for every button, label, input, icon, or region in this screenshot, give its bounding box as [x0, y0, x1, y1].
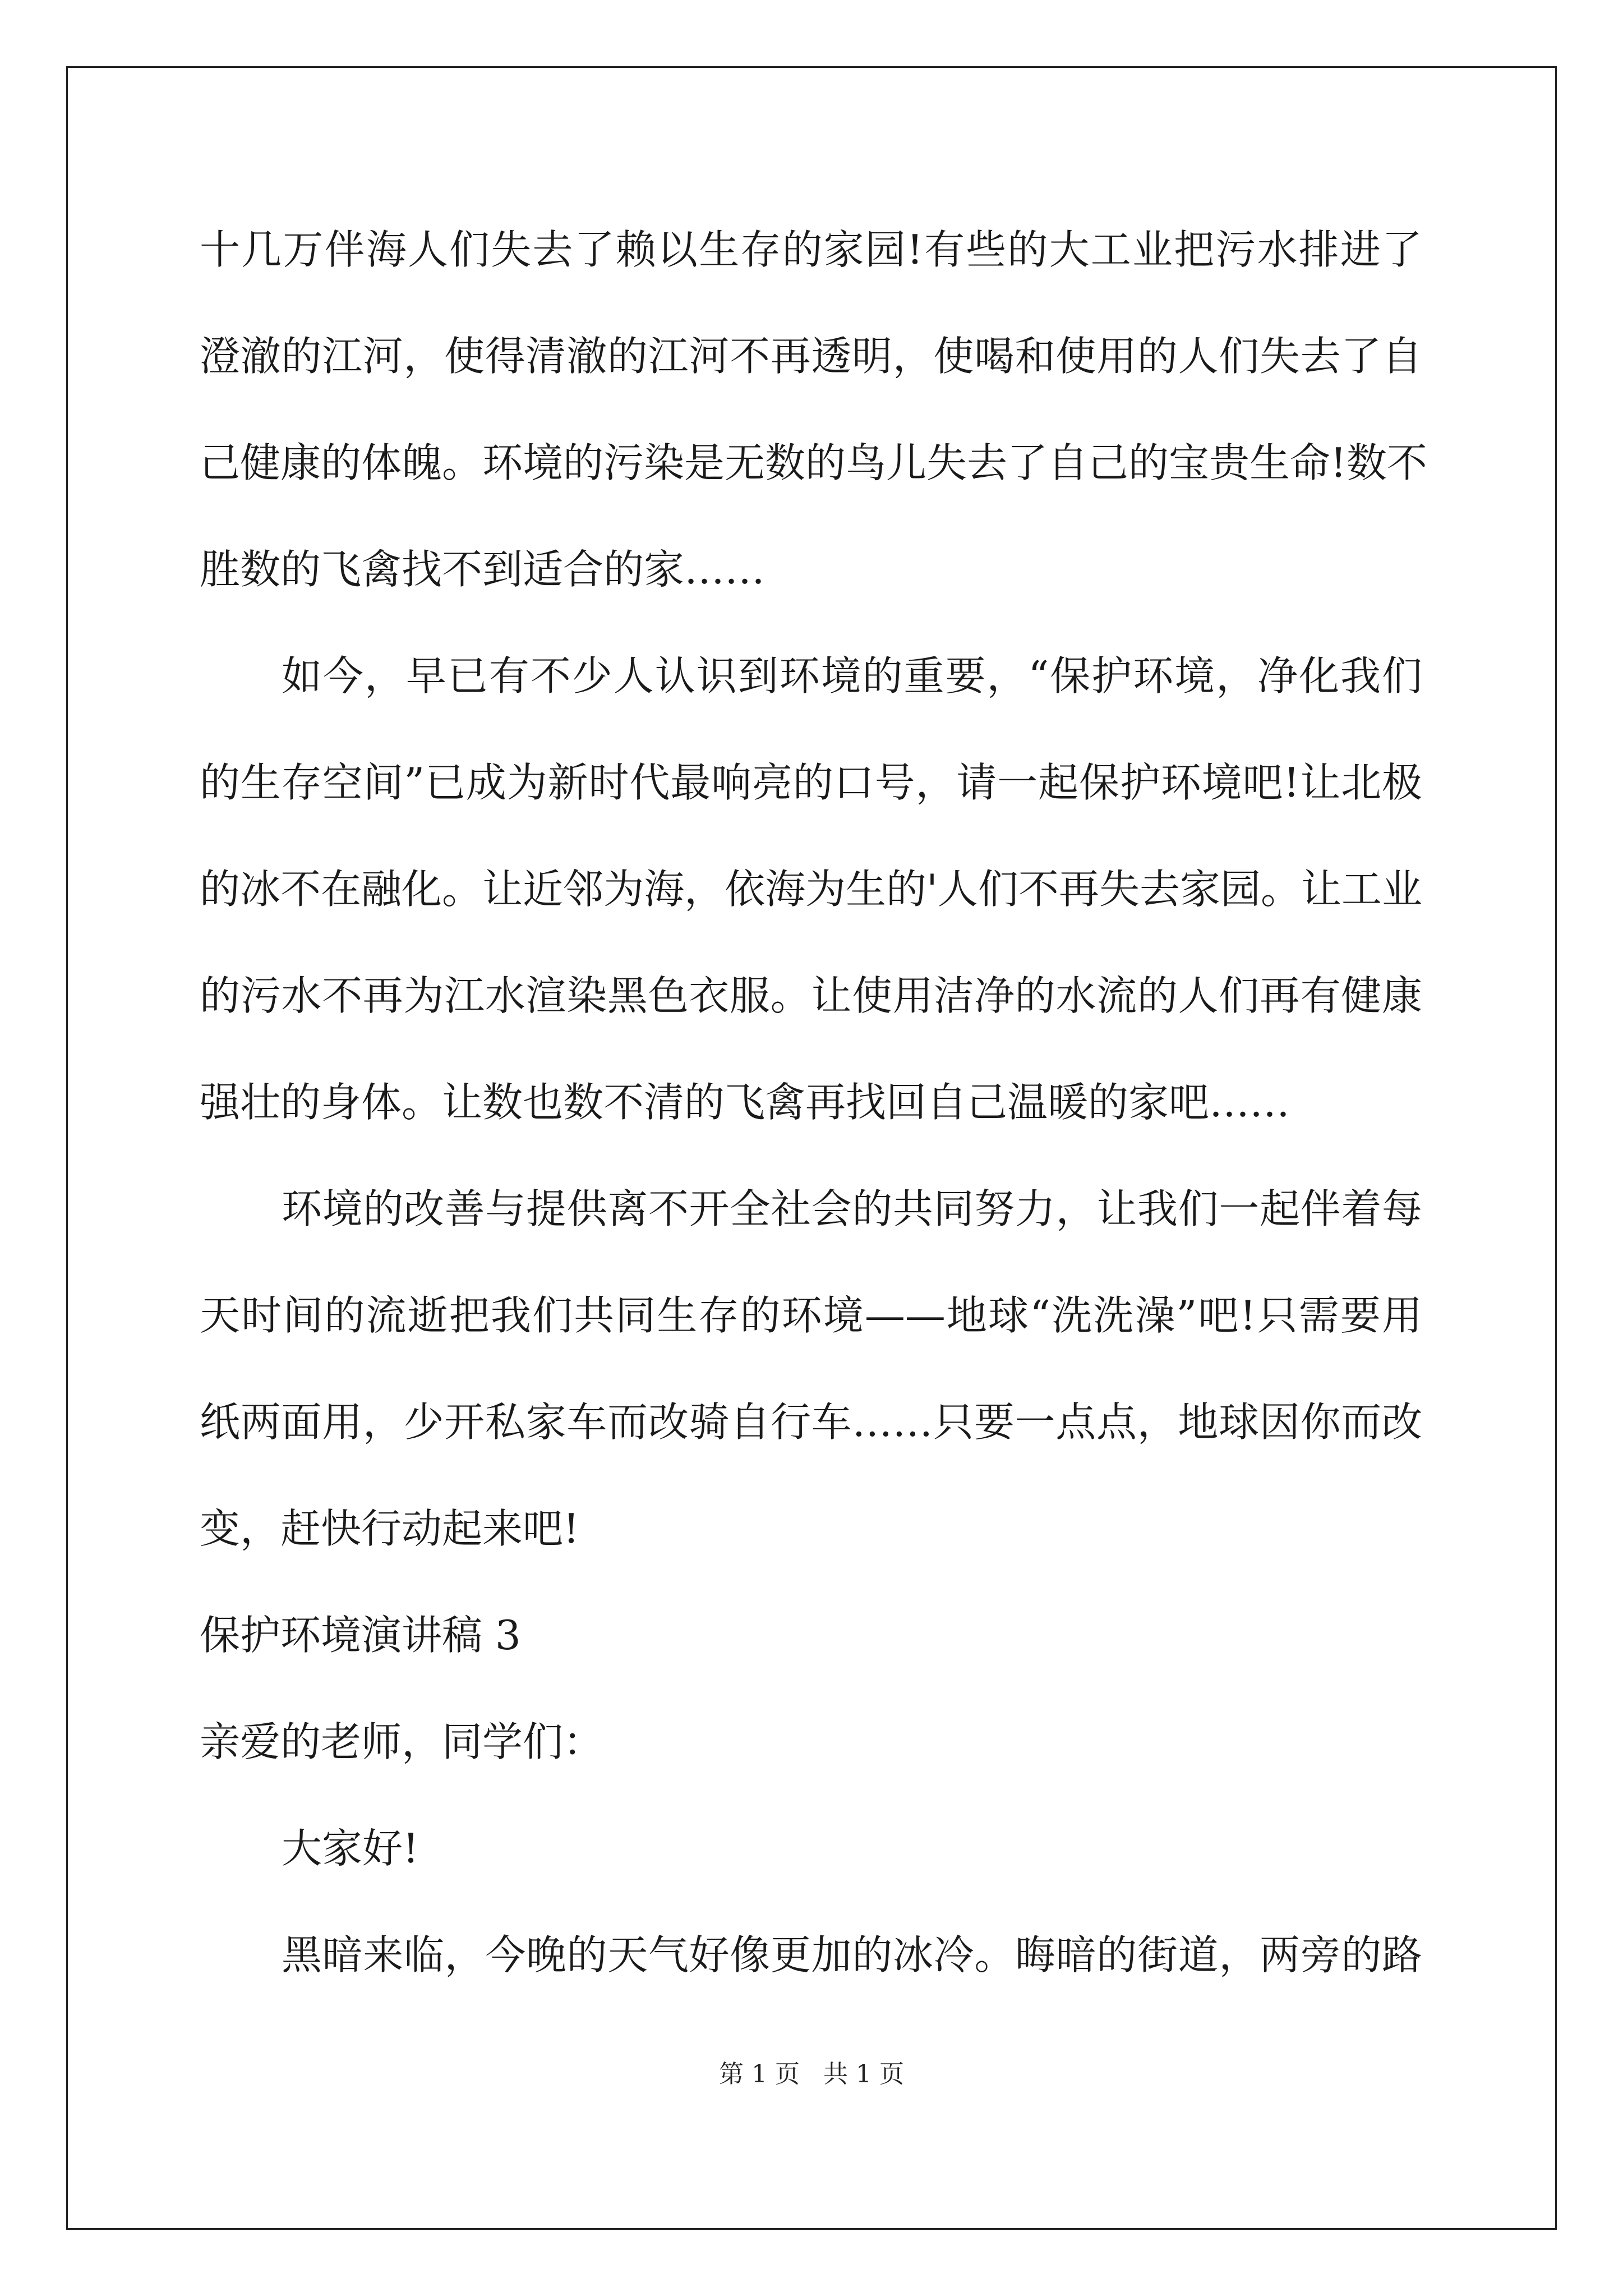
- paragraph-2: [200, 623, 1422, 1156]
- salutation: 亲爱的老师，同学们：: [200, 1718, 604, 1765]
- page-footer: [0, 2058, 1623, 2091]
- text-line: 变，赶快行动起来吧!: [200, 1505, 579, 1552]
- text-line: 黑暗来临，今晚的天气好像更加的冰冷。晦暗的街道，两旁的路: [282, 1931, 1422, 1978]
- text-line: 的污水不再为江水渲染黑色衣服。让使用洁净的水流的人们再有健康: [200, 972, 1422, 1019]
- paragraph-3: [200, 1156, 1422, 1582]
- paragraph-4: [200, 1902, 1422, 2008]
- text-line: 的生存空间”已成为新时代最响亮的口号，请一起保护环境吧!让北极: [200, 759, 1422, 806]
- greeting: 大家好!: [282, 1825, 419, 1872]
- text-line: 澄澈的江河，使得清澈的江河不再透明，使喝和使用的人们失去了自: [200, 333, 1422, 380]
- text-line: 强壮的身体。让数也数不清的飞禽再找回自己温暖的家吧……: [200, 1079, 1290, 1126]
- text-line: 纸两面用，少开私家车而改骑自行车……只要一点点，地球因你而改: [200, 1398, 1422, 1446]
- text-line: 天时间的流逝把我们共同生存的环境——地球“洗洗澡”吧!只需要用: [200, 1292, 1422, 1339]
- text-line: 如今，早已有不少人认识到环境的重要，“保护环境，净化我们: [282, 652, 1422, 700]
- text-line: 己健康的体魄。环境的污染是无数的鸟儿失去了自己的宝贵生命!数不: [200, 439, 1427, 486]
- text-line: 十几万伴海人们失去了赖以生存的家园!有些的大工业把污水排进了: [200, 226, 1422, 273]
- section-title: 保护环境演讲稿 3: [200, 1612, 521, 1659]
- page-current: 第 1 页: [719, 2060, 800, 2088]
- text-line: 环境的改善与提供离不开全社会的共同努力，让我们一起伴着每: [282, 1185, 1422, 1232]
- paragraph-1: [200, 196, 1427, 623]
- text-line: 胜数的飞禽找不到适合的家……: [200, 546, 766, 593]
- document-body: [200, 196, 1427, 2008]
- page-total: 共 1 页: [823, 2060, 904, 2088]
- text-line: 的冰不在融化。让近邻为海，依海为生的'人们不再失去家园。让工业: [200, 866, 1422, 913]
